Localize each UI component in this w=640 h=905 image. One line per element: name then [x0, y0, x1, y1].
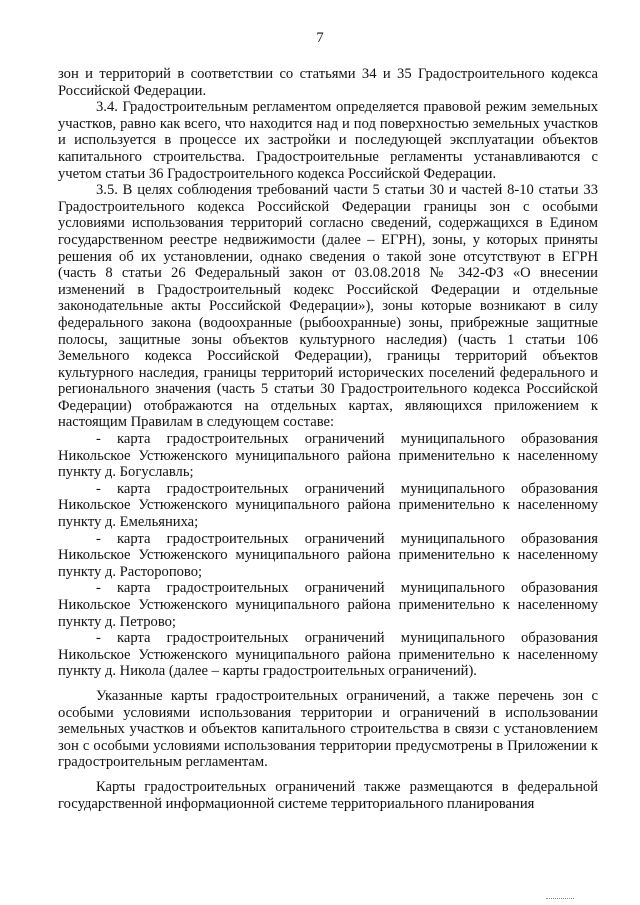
paragraph: Карты градостроительных ограничений также размещаются в федеральной государственной информационной системе территориального планирования	[58, 778, 598, 812]
paragraph: - карта градостроительных ограничений муниципального образования Никольское Устюженского муниципального района применительно к населенному пункту д. Расторопово;	[58, 530, 598, 580]
paragraph: - карта градостроительных ограничений муниципального образования Никольское Устюженского муниципального района применительно к населенному пункту д. Емельяниха;	[58, 480, 598, 531]
paragraph: 3.5. В целях соблюдения требований части 5 статьи 30 и частей 8-10 статьи 33 Градостроительного кодекса Российской Федерации границы зон с особыми условиями использования территорий согласно сведений, содержащихся в Едином государственном реестре недвижимости (далее – ЕГРН), зоны, у которых приняты решения об их установлении, однако сведения о такой зоне отсутствуют в ЕГРН (часть 8 статьи 26 Федеральный закон от 03.08.2018 № 342-ФЗ «О внесении изменений в Градостроительный кодекс Российской Федерации и отдельные законодательные акты Российской Федерации»), зоны которые возникают в силу федерального закона (водоохранные (рыбоохранные) зоны, прибрежные защитные полосы, защитные зоны объектов культурного наследия) (часть 1 статьи 106 Земельного кодекса Российской Федерации), границы территорий объектов культурного наследия, границы территорий исторических поселений федерального и регионального значения (часть 5 статьи 30 Градостроительного кодекса Российской Федерации) отображаются на отдельных картах, являющихся приложением к настоящим Правилам в следующем составе:	[58, 182, 598, 431]
paragraph: - карта градостроительных ограничений муниципального образования Никольское Устюженского муниципального района применительно к населенному пункту д. Никола (далее – карты градостроительных ограничений).	[58, 630, 598, 680]
scan-artifact	[546, 898, 574, 903]
paragraph: - карта градостроительных ограничений муниципального образования Никольское Устюженского муниципального района применительно к населенному пункту д. Богуславль;	[58, 431, 598, 481]
document-body	[58, 66, 598, 812]
paragraph: Указанные карты градостроительных ограничений, а также перечень зон с особыми условиями использования территории и ограничений в использовании земельных участков и объектов капитального строительства в связи с установлением зон с особыми условиями использования территории предусмотрены в Приложении к градостроительным регламентам.	[58, 687, 598, 771]
paragraph: - карта градостроительных ограничений муниципального образования Никольское Устюженского муниципального района применительно к населенному пункту д. Петрово;	[58, 580, 598, 630]
paragraph: зон и территорий в соответствии со статьями 34 и 35 Градостроительного кодекса Российской Федерации.	[58, 66, 598, 99]
paragraph: 3.4. Градостроительным регламентом определяется правовой режим земельных участков, равно как всего, что находится над и под поверхностью земельных участков и используется в процессе их застройки и последующей эксплуатации объектов капитального строительства. Градостроительные регламенты устанавливаются с учетом статьи 36 Градостроительного кодекса Российской Федерации.	[58, 99, 598, 182]
page-number: 7	[316, 30, 324, 46]
